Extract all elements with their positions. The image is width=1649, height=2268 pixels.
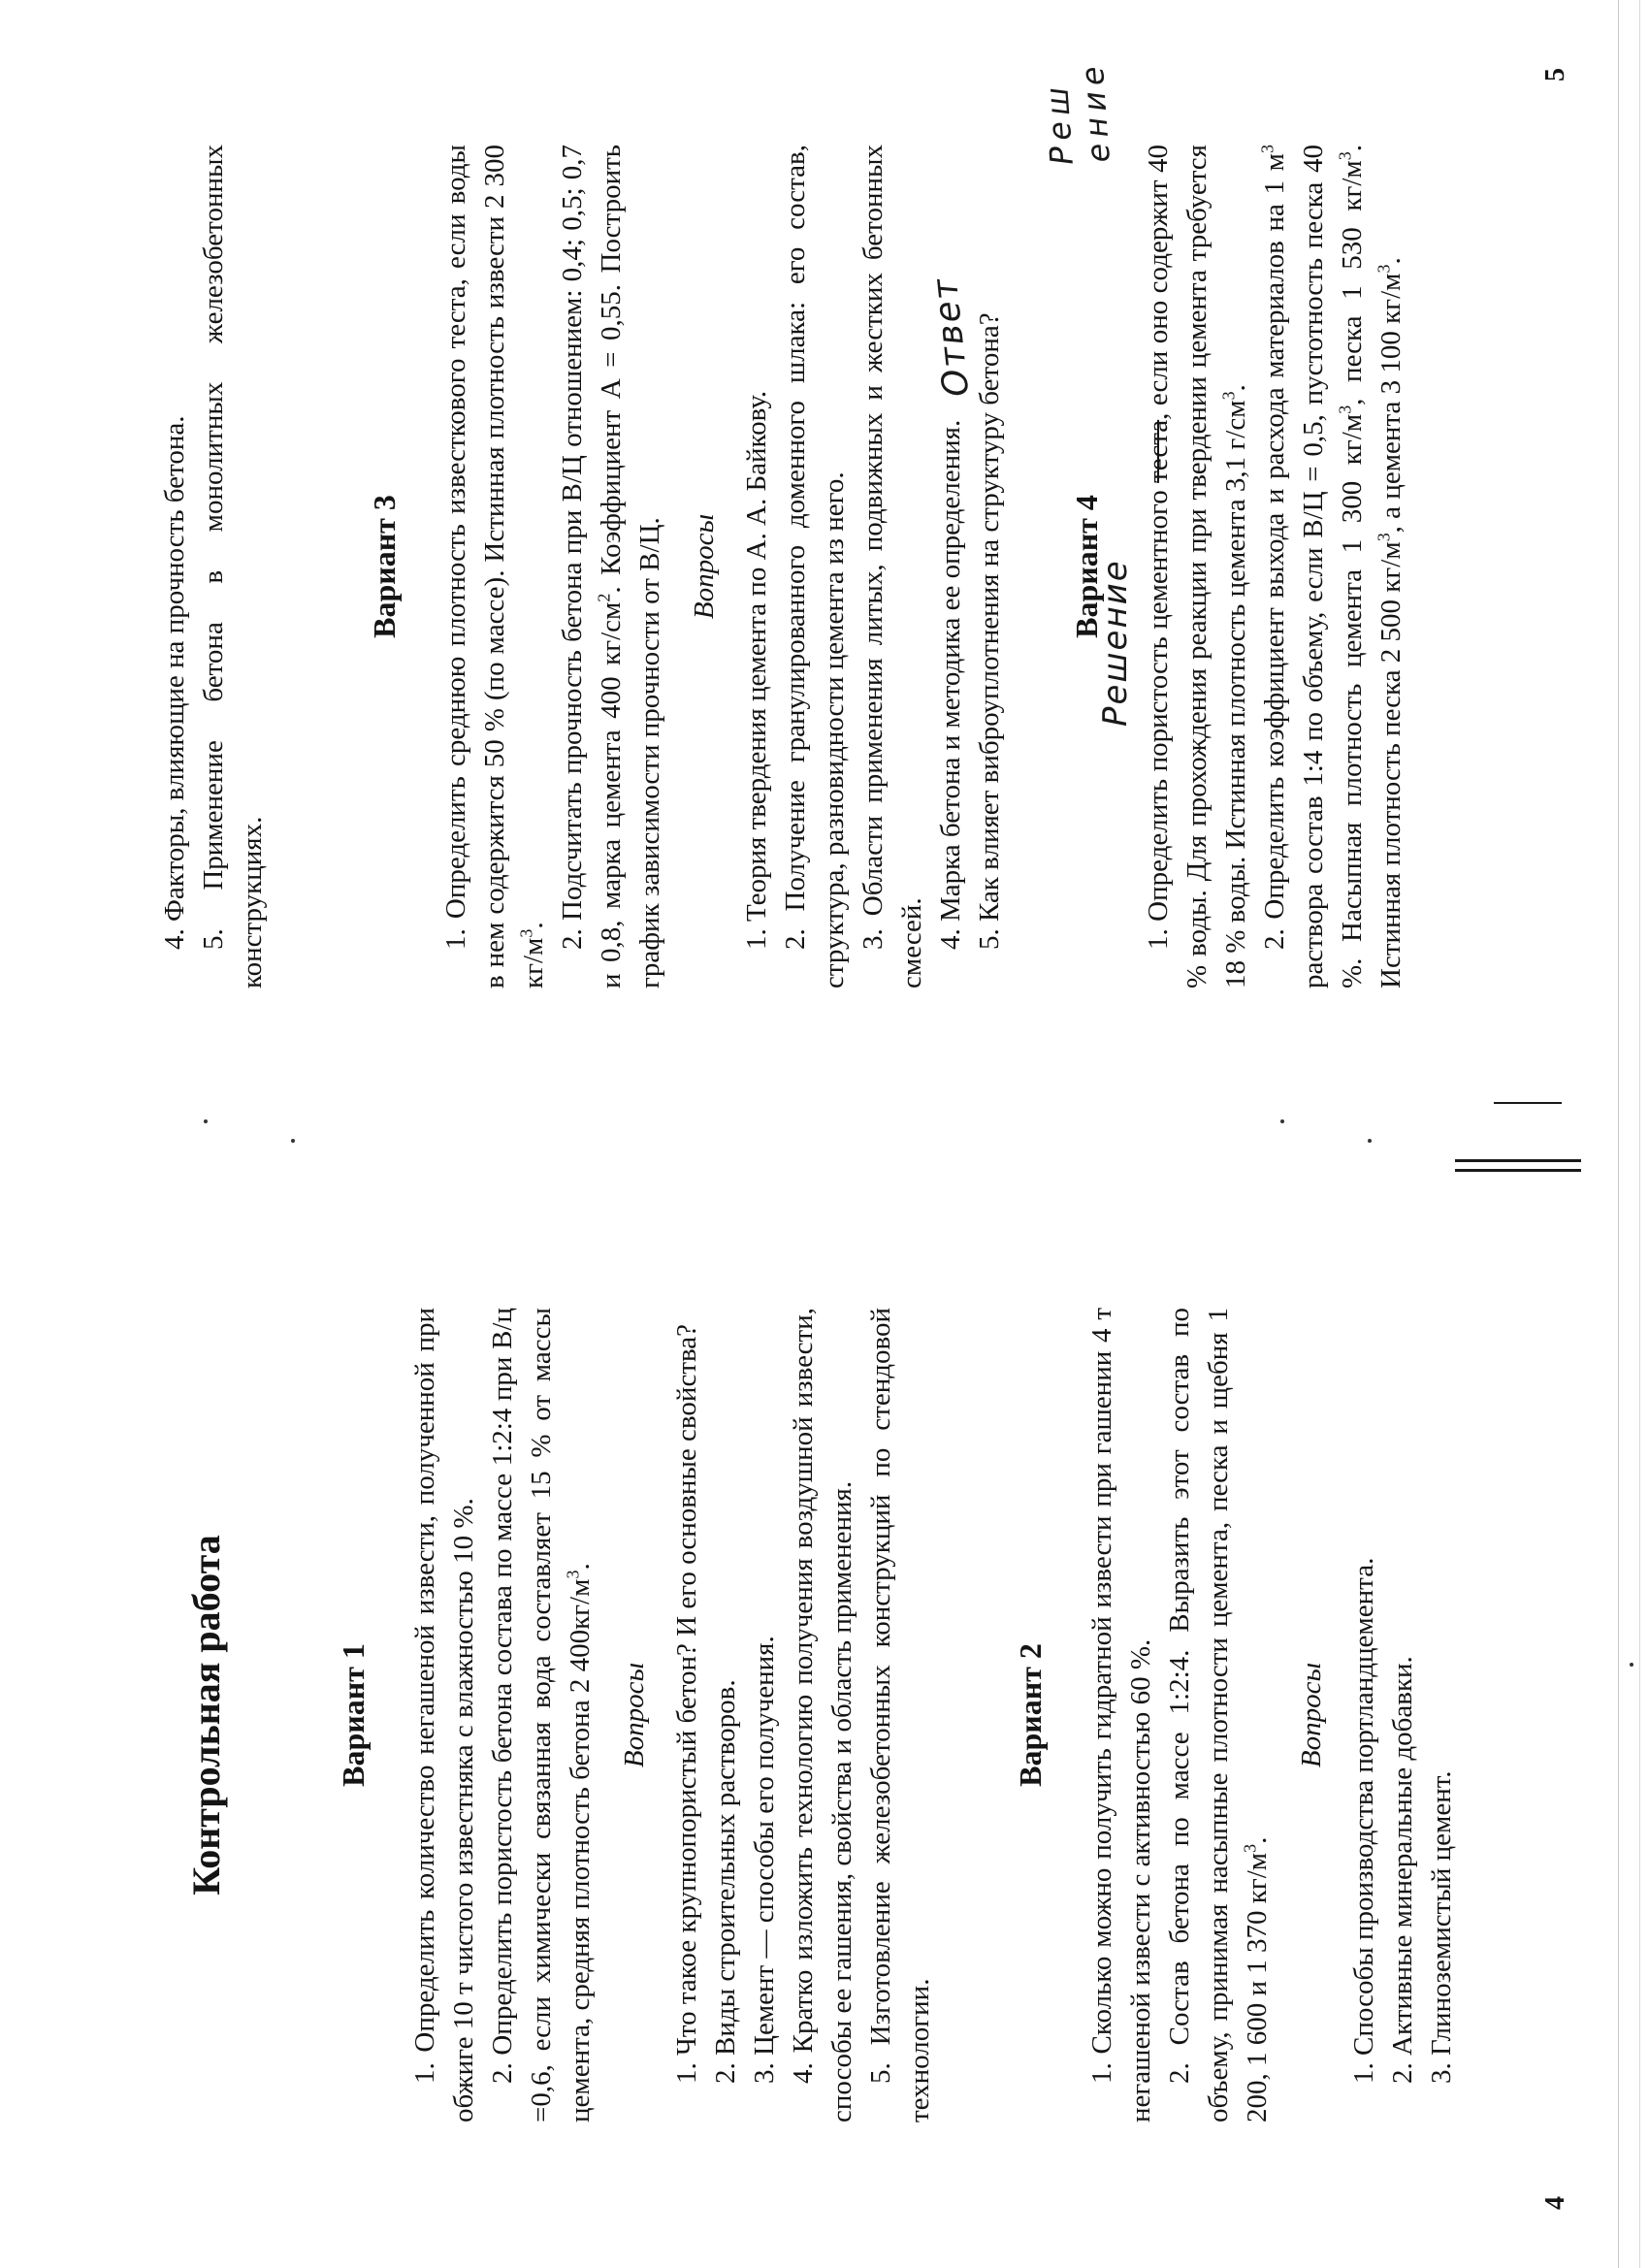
task-text-e: , а цемента 3 100 кг/м (1375, 273, 1406, 534)
left-page-content (184, 1308, 1461, 2122)
task-text-end: . (1242, 1836, 1273, 1844)
superscript: 3 (1240, 1843, 1260, 1853)
variant-3-heading: Вариант 3 (367, 495, 402, 638)
variant-1-question-5: 5. Изготовление железобетонных конструкций по стендовой технологии. (865, 1308, 935, 2122)
task-text-end: . (518, 922, 549, 929)
variant-3-questions-heading: Вопросы (689, 513, 720, 620)
variant-3-task-2 (553, 145, 669, 988)
scan-edge-line (1618, 0, 1619, 2268)
task-text-end: . (1375, 257, 1406, 265)
gutter-mark (1455, 1169, 1581, 1172)
page-number-right: 5 (1540, 68, 1570, 81)
task-text: 2. Определить коэффициент выхода и расхода материалов на 1 м (1259, 152, 1290, 950)
variant-1-heading: Вариант 1 (336, 1643, 371, 1787)
variant-4-task-2 (1255, 145, 1410, 988)
variant-1-question-3: 3. Цемент — способы его получения. (749, 1636, 780, 2084)
continued-question-4: 4. Факторы, влияющие на прочность бетона. (159, 415, 190, 950)
variant-3-question-3: 3. Области применения литых, подвижных и жестких бетонных смесей. (857, 145, 927, 988)
variant-4-task-1 (1139, 145, 1255, 988)
scan-speck (1630, 1663, 1633, 1667)
superscript: 3 (516, 928, 536, 938)
scan-speck (291, 1139, 295, 1143)
superscript: 3 (1374, 533, 1394, 542)
handwritten-solution-note-1: Решение (1096, 559, 1135, 727)
variant-2-question-3: 3. Глиноземистый цемент. (1426, 1770, 1457, 2084)
task-text: 2. Подсчитать прочность бетона при В/Ц отношением: 0,4; 0,5; 0,7 и 0,8, марка цемента 400 кг/см (557, 145, 627, 988)
left-page (0, 1134, 1649, 2268)
page-number-left: 4 (1540, 2196, 1570, 2210)
page-title: Контрольная работа (184, 1535, 228, 1895)
variant-2-heading: Вариант 2 (1013, 1643, 1048, 1787)
task-text: 1. Определить пористость цементного (1143, 482, 1174, 950)
variant-3-question-2: 2. Получение гранулированного доменного шлака: его состав, структура, разновидности цемента из него. (780, 145, 850, 988)
task-text-middle: , если оно содержит 40 % воды. Для прохождения реакции при твердении цемента требуется 18 % воды. Истинная плотность цемента 3,1 г/см (1143, 145, 1251, 988)
variant-3-question-5: 5. Как влияет виброуплотнения на структуру бетона? (974, 312, 1005, 950)
handwritten-solution-note-2: Реш ение (1037, 59, 1117, 167)
scan-edge-line (1639, 0, 1640, 2268)
handwritten-answer-note: Ответ (924, 275, 978, 399)
superscript: 3 (1218, 391, 1239, 401)
variant-1-questions-heading: Вопросы (619, 1662, 650, 1768)
scan-speck (1280, 1119, 1284, 1123)
superscript: 3 (1335, 405, 1355, 414)
task-text-b: раствора состав 1:4 по объему, если В/Ц = 0,5, пустотность песка 40 %. Насыпная плотность цемента 1 300 кг/м (1298, 145, 1368, 988)
struck-word: теста (1143, 419, 1174, 483)
right-page-content (155, 145, 1410, 988)
task-text: 1. Определить среднюю плотность известкового теста, если воды в нем содержится 50 % (по массе). Истинная плотность извести 2 300 кг/м (440, 145, 549, 988)
gutter-mark (1455, 1159, 1581, 1162)
variant-4-heading: Вариант 4 (1069, 495, 1104, 638)
variant-2-question-1: 1. Способы производства портландцемента. (1348, 1557, 1379, 2084)
variant-1-question-1: 1. Что такое крупнопористый бетон? И его основные свойства? (671, 1323, 702, 2084)
superscript: 2 (594, 593, 614, 602)
superscript: 3 (563, 1570, 583, 1579)
superscript: 3 (1257, 145, 1277, 153)
superscript: 3 (1335, 151, 1355, 161)
variant-1-task-1: 1. Определить количество негашеной извести, полученной при обжиге 10 т чистого известняка с влажностью 10 %. (409, 1308, 479, 2122)
variant-2-task-1: 1. Сколько можно получить гидратной извести при гашении 4 т негашеной извести с активностью 60 %. (1086, 1308, 1156, 2122)
task-text-d: . Истинная плотность песка 2 500 кг/м (1337, 144, 1406, 988)
task-text-end: . (565, 1563, 596, 1571)
continued-question-5: 5. Применение бетона в монолитных железобетонных конструкциях. (198, 145, 268, 988)
variant-3-question-4: 4. Марка бетона и методика ее определения. (935, 419, 966, 950)
task-text-c: , песка 1 530 кг/м (1337, 160, 1368, 405)
variant-1-question-2: 2. Виды строительных растворов. (710, 1679, 741, 2084)
variant-2-task-2 (1160, 1308, 1277, 2122)
variant-1-question-4: 4. Кратко изложить технологию получения воздушной извести, способы ее гашения, свойства и область применения. (788, 1308, 857, 2122)
superscript: 3 (1374, 264, 1394, 274)
variant-2-questions-heading: Вопросы (1296, 1662, 1327, 1768)
scan-speck (204, 1119, 208, 1123)
task-text-end: . (1220, 384, 1251, 392)
task-text: 2. Состав бетона по массе 1:2:4. Выразить этот состав по объему, принимая насыпные плотности цемента, песка и щебня 1 200, 1 600 и 1 370 кг/м (1164, 1308, 1273, 2122)
gutter-mark (1494, 1102, 1562, 1104)
task-text: 2. Определить пористость бетона состава по массе 1:2:4 при В/ц =0,6, если химически связанная вода составляет 15 % от массы цемента, средняя плотность бетона 2 400кг/м (487, 1308, 596, 2122)
task-text-end: . Коэффициент А = 0,55. Построить график зависимости прочности от В/Ц. (596, 145, 665, 988)
variant-2-question-2: 2. Активные минеральные добавки. (1387, 1656, 1418, 2084)
scan-speck (1368, 1139, 1372, 1143)
variant-3-question-1: 1. Теория твердения цемента по А. А. Байкову. (741, 390, 772, 950)
variant-3-task-1 (436, 145, 553, 988)
variant-1-task-2 (483, 1308, 599, 2122)
